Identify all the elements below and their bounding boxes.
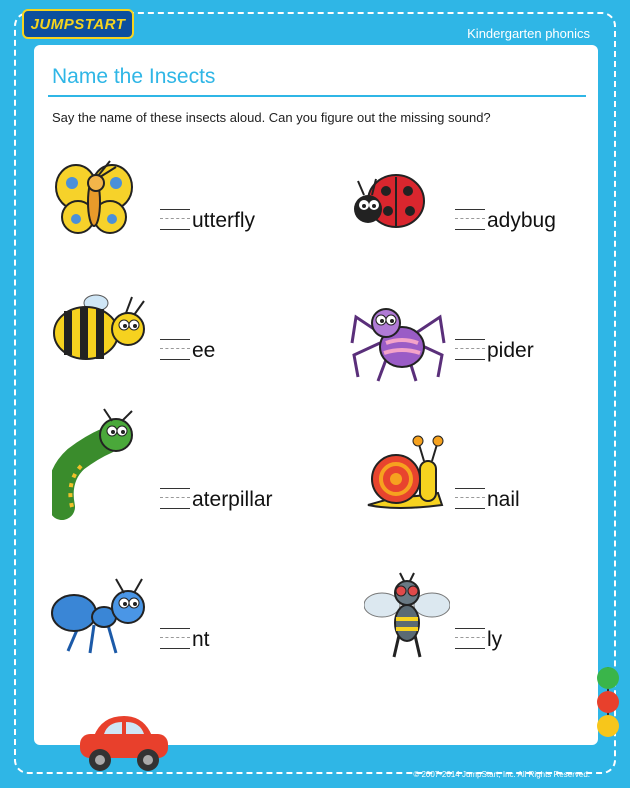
bee-item <box>52 293 150 367</box>
worksheet-sheet <box>34 45 598 745</box>
word-partial: aterpillar <box>192 488 273 511</box>
fly-item <box>364 571 450 663</box>
car-icon <box>76 712 172 774</box>
caterpillar-icon <box>52 407 138 521</box>
write-lines[interactable] <box>455 205 485 231</box>
blank-item-2 <box>455 205 556 231</box>
word-partial: adybug <box>487 209 556 232</box>
write-lines[interactable] <box>160 335 190 361</box>
yellow-ball-icon <box>597 715 619 737</box>
blank-item-8 <box>455 624 502 650</box>
green-ball-icon <box>597 667 619 689</box>
blank-item-4 <box>455 335 534 361</box>
instructions-text: Say the name of these insects aloud. Can you figure out the missing sound? <box>52 110 491 125</box>
word-partial: ly <box>487 628 503 651</box>
word-partial: ee <box>192 339 216 362</box>
spider-item <box>350 293 446 385</box>
ant-item <box>50 575 150 657</box>
copyright-text: © 2007-2014 JumpStart, Inc. All Rights Reserved. <box>413 770 590 779</box>
snail-icon <box>366 431 444 515</box>
title-divider <box>48 95 586 97</box>
page-title: Name the Insects <box>52 65 216 88</box>
word-partial: nail <box>487 488 520 511</box>
category-label: Kindergarten phonics <box>467 26 590 41</box>
word-partial: nt <box>192 628 210 651</box>
blank-item-7 <box>160 624 210 650</box>
blank-item-6 <box>455 484 520 510</box>
red-ball-icon <box>597 691 619 713</box>
snail-item <box>366 431 444 515</box>
ladybug-item <box>350 165 430 241</box>
blank-item-5 <box>160 484 273 510</box>
car-decoration <box>76 712 172 779</box>
bee-icon <box>52 293 150 367</box>
butterfly-item <box>52 157 138 243</box>
write-lines[interactable] <box>160 624 190 650</box>
word-partial: pider <box>487 339 534 362</box>
word-partial: utterfly <box>192 209 256 232</box>
ladybug-icon <box>350 165 430 241</box>
fly-icon <box>364 571 450 663</box>
write-lines[interactable] <box>455 624 485 650</box>
caterpillar-item <box>52 407 138 521</box>
ant-icon <box>50 575 150 657</box>
write-lines[interactable] <box>160 484 190 510</box>
blank-item-3 <box>160 335 215 361</box>
jumpstart-logo[interactable]: JUMPSTART <box>22 9 134 39</box>
write-lines[interactable] <box>455 484 485 510</box>
write-lines[interactable] <box>455 335 485 361</box>
blank-item-1 <box>160 205 255 231</box>
spider-icon <box>350 293 446 385</box>
write-lines[interactable] <box>160 205 190 231</box>
butterfly-icon <box>52 157 138 243</box>
